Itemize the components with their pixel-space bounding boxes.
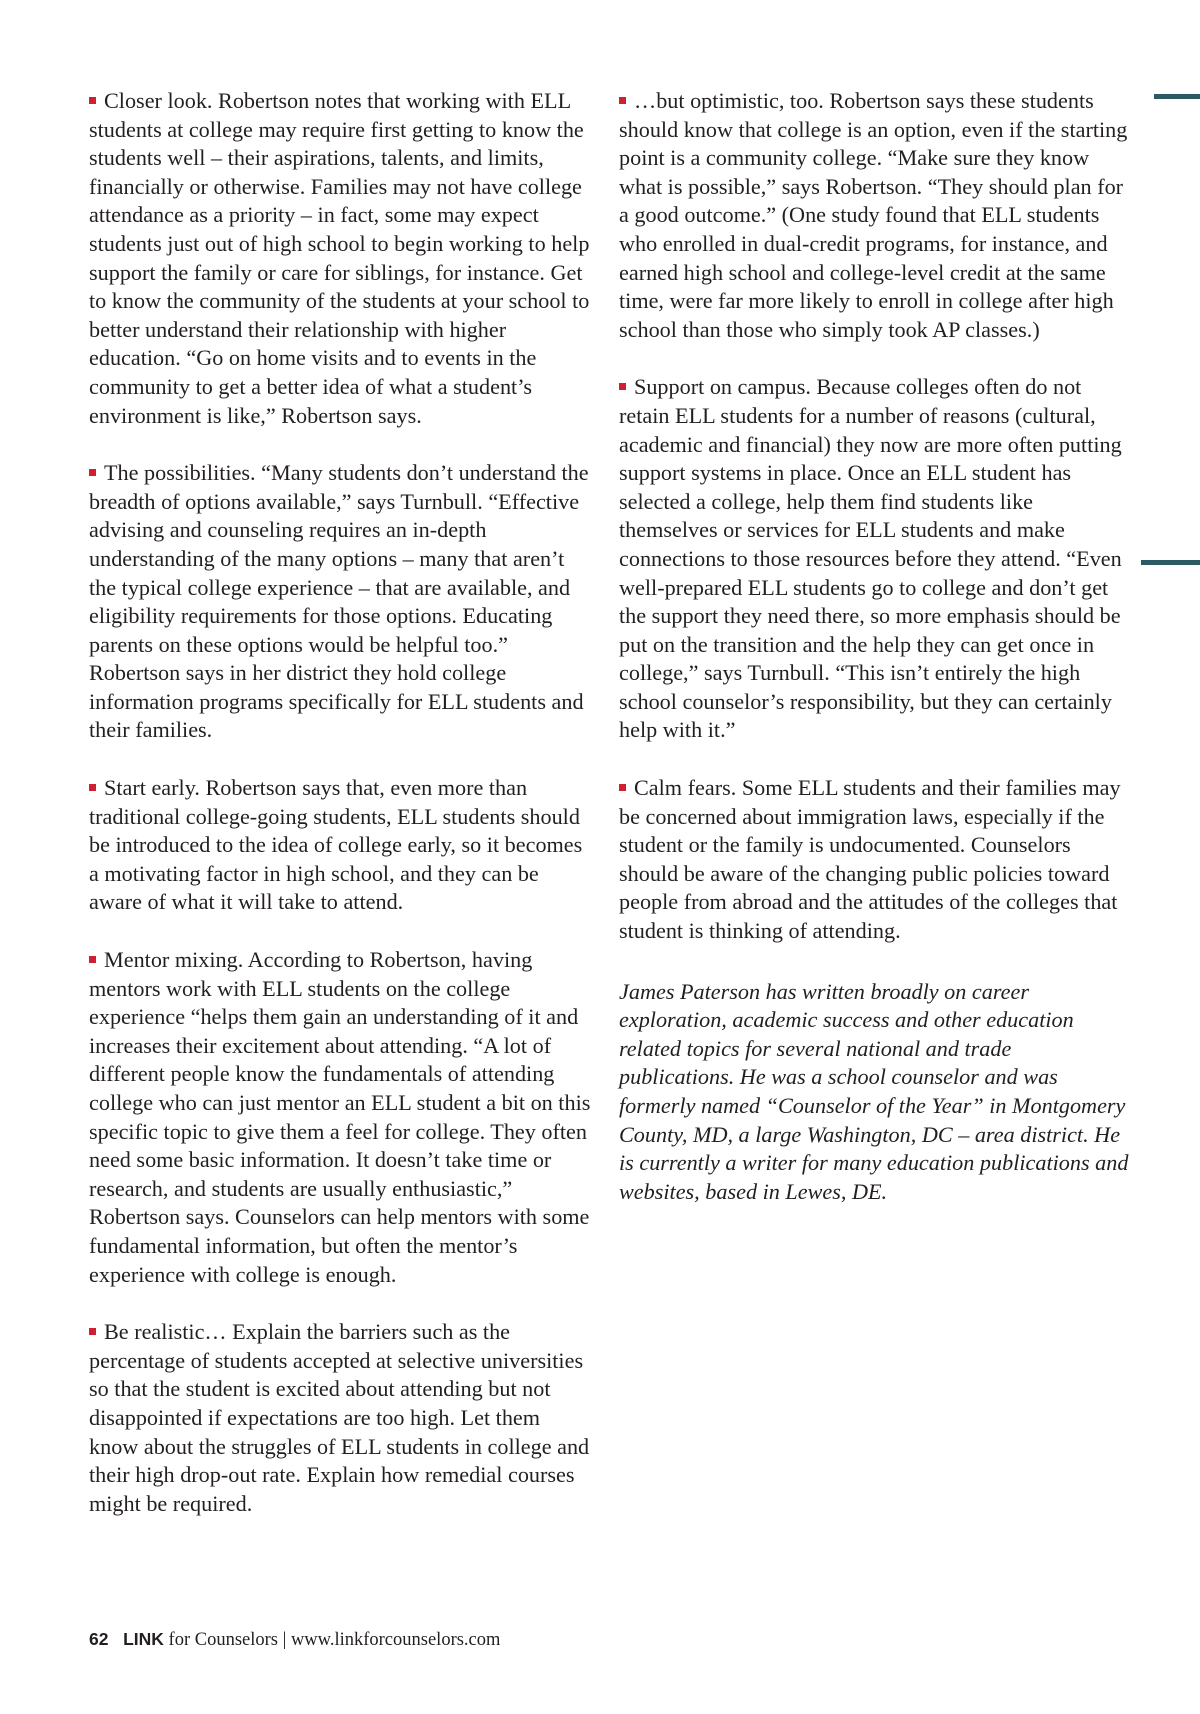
paragraph-support-on-campus: Support on campus. Because colleges often do not retain ELL students for a number of reasons (cultural, academic and financial) they now are more often putting support systems in place. Once an ELL student has selected a college, help them find students like themselves or services for ELL students and make connections to those resources before they attend. “Even well-prepared ELL students go to college and don’t get the support they need there, so more emphasis should be put on the transition and the help they can get once in college,” says Turnbull. “This isn’t entirely the high school counselor’s responsibility, but they can certainly help with it.” <box>619 374 1122 743</box>
bullet-icon <box>89 1328 96 1335</box>
bullet-icon <box>89 97 96 104</box>
paragraph-possibilities: The possibilities. “Many students don’t understand the breadth of options available,” says Turnbull. “Effective advising and counseling requires an in-depth understanding of the many options – many that aren’t the typical college experience – that are available, and eligibility requirements for those options. Educating parents on these options would be helpful too.” Robertson says in her district they hold college information programs specifically for ELL students and their families. <box>89 460 589 743</box>
bullet-icon <box>89 784 96 791</box>
paragraph-calm-fears: Calm fears. Some ELL students and their families may be concerned about immigration laws, especially if the student or the family is undocumented. Counselors should be aware of the changing public policies toward people from abroad and the attitudes of the colleges that student is thinking of attending. <box>619 775 1121 944</box>
page-number: 62 <box>89 1629 109 1649</box>
publication-line: for Counselors | www.linkforcounselors.com <box>168 1630 501 1650</box>
bullet-icon <box>619 97 626 104</box>
bullet-icon <box>619 784 626 791</box>
left-column <box>89 87 594 1547</box>
bullet-icon <box>89 469 96 476</box>
author-bio: James Paterson has written broadly on career exploration, academic success and other education related topics for several national and trade publications. He was a school counselor and was formerly named “Counselor of the Year” in Montgomery County, MD, a large Washington, DC – area district. He is currently a writer for many education publications and websites, based in Lewes, DE. <box>619 978 1129 1204</box>
accent-bar-middle <box>1141 560 1200 565</box>
bullet-icon <box>89 956 96 963</box>
page-footer <box>89 1627 500 1652</box>
paragraph-mentor-mixing: Mentor mixing. According to Robertson, having mentors work with ELL students on the college experience “helps them gain an understanding of it and increases their excitement about attending. “A lot of different people know the fundamentals of attending college who can just mentor an ELL student a bit on this specific topic to give them a feel for college. They often need some basic information. It doesn’t take time or research, and students are usually enthusiastic,” Robertson says. Counselors can help mentors with some fundamental information, but often the mentor’s experience with college is enough. <box>89 947 591 1287</box>
paragraph-optimistic: …but optimistic, too. Robertson says these students should know that college is an option, even if the starting point is a community college. “Make sure they know what is possible,” says Robertson. “They should plan for a good outcome.” (One study found that ELL students who enrolled in dual-credit programs, for instance, and earned high school and college-level credit at the same time, were far more likely to enroll in college after high school than those who simply took AP classes.) <box>619 88 1128 342</box>
paragraph-start-early: Start early. Robertson says that, even more than traditional college-going students, ELL students should be introduced to the idea of college early, so it becomes a motivating factor in high school, and they can be aware of what it will take to attend. <box>89 775 583 915</box>
right-column <box>619 87 1129 1235</box>
paragraph-closer-look: Closer look. Robertson notes that working with ELL students at college may require first getting to know the students well – their aspirations, talents, and limits, financially or otherwise. Families may not have college attendance as a priority – in fact, some may expect students just out of high school to begin working to help support the family or care for siblings, for instance. Get to know the community of the students at your school to better understand their relationship with higher education. “Go on home visits and to events in the community to get a better idea of what a student’s environment is like,” Robertson says. <box>89 88 590 428</box>
brand-name: LINK <box>123 1629 164 1649</box>
paragraph-be-realistic: Be realistic… Explain the barriers such as the percentage of students accepted at selective universities so that the student is excited about attending but not disappointed if expectations are too high. Let them know about the struggles of ELL students in college and their high drop-out rate. Explain how remedial courses might be required. <box>89 1319 590 1516</box>
accent-bar-top <box>1154 94 1200 99</box>
bullet-icon <box>619 383 626 390</box>
